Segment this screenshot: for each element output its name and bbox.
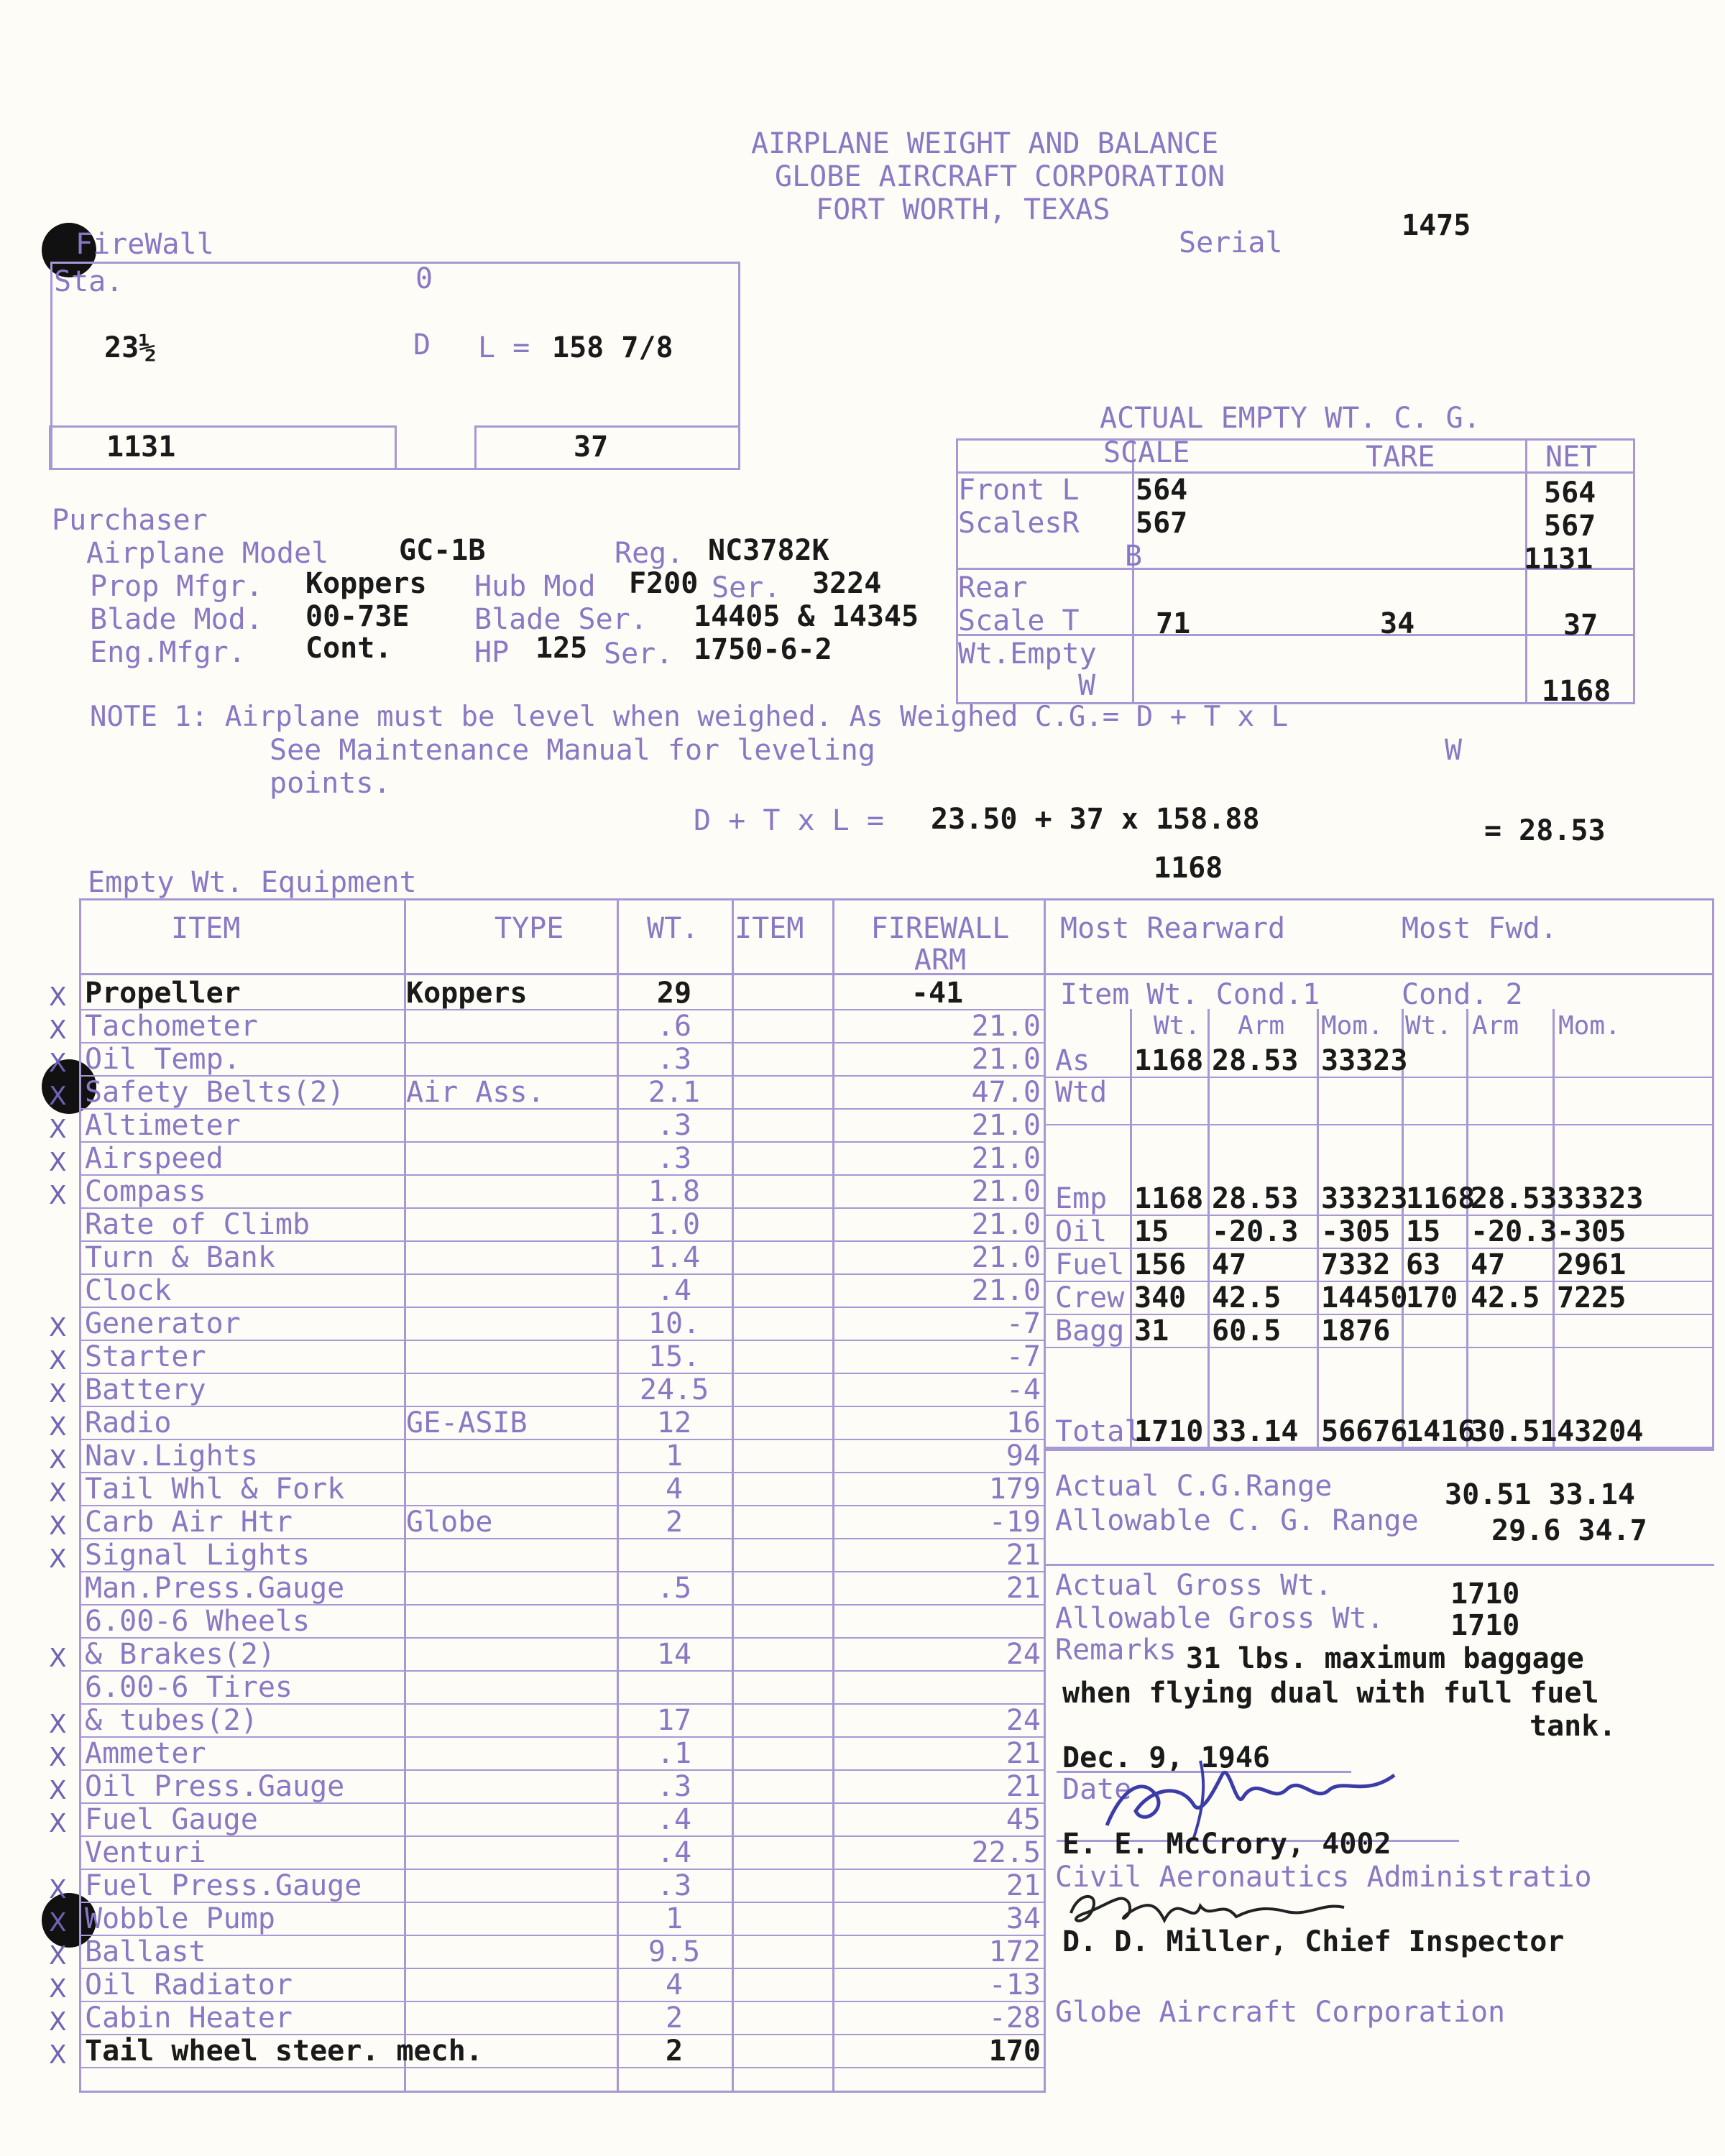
- chief-inspector: D. D. Miller, Chief Inspector: [1062, 1925, 1565, 1958]
- d-value: 23½: [104, 331, 157, 364]
- equipment-item: Oil Press.Gauge: [85, 1770, 345, 1803]
- cond2: Cond. 2: [1402, 978, 1523, 1011]
- equipment-arm: 45: [1006, 1803, 1041, 1836]
- firewall-label: FireWall: [75, 228, 214, 261]
- cg-cond2-cell: 7225: [1557, 1281, 1627, 1314]
- front-scale: 564: [1136, 474, 1188, 507]
- cg-cond2-cell: 63: [1406, 1248, 1441, 1281]
- equipment-arm: 21: [1006, 1869, 1041, 1902]
- sub-h-mom2: Mom.: [1558, 1011, 1621, 1041]
- equipment-arm: -41: [911, 977, 964, 1010]
- d-label: D: [413, 328, 431, 361]
- cg-cond2-cell: -305: [1557, 1215, 1627, 1248]
- equipment-arm: 24: [1006, 1638, 1041, 1671]
- col-tare: TARE: [1366, 441, 1435, 474]
- equipment-weight: .3: [656, 1770, 692, 1803]
- equipment-arm: 21.0: [971, 1208, 1041, 1241]
- l-value: 158 7/8: [552, 331, 673, 364]
- equipment-type: Air Ass.: [406, 1076, 545, 1109]
- allowable-gross: 1710: [1450, 1609, 1520, 1642]
- allowable-cg-range-label: Allowable C. G. Range: [1055, 1504, 1419, 1537]
- equipment-item: Safety Belts(2): [85, 1076, 345, 1109]
- equipment-item: Nav.Lights: [85, 1439, 258, 1473]
- equipment-arm: 21.0: [971, 1142, 1041, 1175]
- l-label: L =: [478, 331, 530, 364]
- check-mark: X: [49, 1379, 67, 1409]
- equipment-item: Clock: [85, 1274, 172, 1307]
- equipment-weight: 2: [665, 1506, 684, 1539]
- equipment-item: Propeller: [85, 977, 241, 1010]
- cg-cond2-cell: 28.53: [1471, 1182, 1558, 1215]
- equipment-item: Ballast: [85, 1935, 206, 1968]
- check-mark: X: [49, 1511, 67, 1541]
- equipment-arm: 21: [1006, 1737, 1041, 1770]
- cg-row-label: Emp: [1055, 1182, 1108, 1215]
- cg-row-label: Crew: [1055, 1281, 1125, 1314]
- blade-mod-label: Blade Mod.: [90, 603, 263, 636]
- equipment-item: Fuel Press.Gauge: [85, 1869, 362, 1902]
- row-divider: [79, 2067, 1046, 2068]
- note-w-under: W: [1445, 734, 1463, 767]
- equipment-arm: 21.0: [971, 1109, 1041, 1142]
- prop-mfgr-label: Prop Mfgr.: [90, 570, 263, 603]
- cg-cond1-cell: 56676: [1321, 1415, 1408, 1448]
- equipment-weight: .4: [656, 1836, 692, 1869]
- cg-cond2-cell: 30.51: [1471, 1415, 1558, 1448]
- serial-value: 1475: [1402, 209, 1471, 242]
- check-mark: X: [49, 1412, 67, 1442]
- most-fwd: Most Fwd.: [1402, 912, 1558, 945]
- equipment-arm: 21.0: [971, 1175, 1041, 1208]
- equipment-weight: 14: [656, 1638, 692, 1671]
- equipment-weight: .1: [656, 1737, 692, 1770]
- note-line2: See Maintenance Manual for leveling: [270, 734, 875, 767]
- equipment-weight: .6: [656, 1010, 692, 1043]
- equipment-item: Man.Press.Gauge: [85, 1572, 345, 1605]
- check-mark: X: [49, 1941, 67, 1971]
- equipment-weight: 1.8: [648, 1175, 701, 1208]
- equipment-item: Turn & Bank: [85, 1241, 275, 1274]
- equipment-arm: -7: [1006, 1307, 1041, 1340]
- equipment-weight: .3: [656, 1043, 692, 1076]
- eq-header-item2: ITEM: [735, 912, 804, 945]
- equipment-weight: .4: [656, 1803, 692, 1836]
- company-name: GLOBE AIRCRAFT CORPORATION: [775, 160, 1225, 193]
- caa-name: Civil Aeronautics Administratio: [1055, 1861, 1592, 1894]
- reg-value: NC3782K: [708, 534, 829, 567]
- equipment-title: Empty Wt. Equipment: [88, 866, 417, 899]
- date-label: Date: [1062, 1773, 1132, 1806]
- scales-net: 567: [1544, 510, 1596, 543]
- cg-cond1-cell: 1876: [1321, 1314, 1391, 1348]
- cg-row-label: Total: [1055, 1415, 1142, 1448]
- cg-cond2-cell: 15: [1406, 1215, 1441, 1248]
- equipment-arm: 24: [1006, 1704, 1041, 1737]
- equipment-arm: 21: [1006, 1539, 1041, 1572]
- equipment-arm: 172: [988, 1935, 1041, 1968]
- actual-cg-range: 30.51 33.14: [1445, 1478, 1635, 1511]
- check-mark: X: [49, 2040, 67, 2070]
- equipment-weight: 1: [665, 1439, 684, 1473]
- eq-header-wt: WT.: [647, 912, 699, 945]
- b-net: 1131: [1524, 543, 1593, 576]
- cg-row-label: Bagg: [1055, 1314, 1125, 1348]
- serial-label: Serial: [1179, 226, 1283, 259]
- equipment-weight: 1.0: [648, 1208, 701, 1241]
- equipment-weight: 17: [656, 1704, 692, 1737]
- check-mark: X: [49, 1015, 67, 1045]
- equipment-item: & Brakes(2): [85, 1638, 275, 1671]
- equipment-arm: 21: [1006, 1572, 1041, 1605]
- cg-cond1-cell: 1168: [1134, 1044, 1204, 1077]
- actual-cg-range-label: Actual C.G.Range: [1055, 1470, 1333, 1503]
- equipment-item: Tachometer: [85, 1010, 258, 1043]
- inspector-name: E. E. McCrory, 4002: [1062, 1828, 1392, 1861]
- check-mark: X: [49, 1644, 67, 1673]
- sub-h-mom1: Mom.: [1321, 1011, 1384, 1041]
- cg-cond2-cell: 33323: [1557, 1182, 1644, 1215]
- cg-cond1-cell: 28.53: [1212, 1044, 1299, 1077]
- equipment-arm: 170: [988, 2035, 1041, 2068]
- check-mark: X: [49, 1809, 67, 1838]
- equipment-item: Venturi: [85, 1836, 206, 1869]
- equipment-weight: 1: [665, 1902, 684, 1935]
- cg-cond1-cell: 28.53: [1212, 1182, 1299, 1215]
- equipment-weight: .3: [656, 1869, 692, 1902]
- cg-cond1-cell: 33323: [1321, 1182, 1408, 1215]
- hp-value: 125: [535, 632, 588, 665]
- equipment-arm: 21.0: [971, 1274, 1041, 1307]
- airplane-model: GC-1B: [399, 534, 486, 567]
- check-mark: X: [49, 1875, 67, 1904]
- prop-ser-label: Ser.: [712, 571, 781, 604]
- equipment-weight: 15.: [648, 1340, 701, 1373]
- equipment-weight: 4: [665, 1968, 684, 2001]
- eq-header-arm: FIREWALL ARM: [870, 912, 1010, 977]
- cg-cond1-cell: 15: [1134, 1215, 1169, 1248]
- col-net: NET: [1545, 441, 1598, 474]
- formula-label: D + T x L =: [694, 804, 884, 837]
- check-mark: X: [49, 1445, 67, 1475]
- cg-cond1-cell: 31: [1134, 1314, 1169, 1348]
- cg-row-divider: [1046, 1124, 1714, 1125]
- actual-empty-title: ACTUAL EMPTY WT. C. G.: [1100, 402, 1481, 435]
- hub-mod: F200: [629, 567, 699, 600]
- equipment-arm: 179: [988, 1473, 1041, 1506]
- equipment-arm: 21.0: [971, 1241, 1041, 1274]
- eng-mfgr-label: Eng.Mfgr.: [90, 636, 246, 669]
- equipment-arm: -28: [988, 2001, 1041, 2035]
- cg-cond1-cell: 156: [1134, 1248, 1187, 1281]
- check-mark: X: [49, 1313, 67, 1342]
- equipment-arm: 21.0: [971, 1043, 1041, 1076]
- equipment-item: Generator: [85, 1307, 241, 1340]
- equipment-item: & tubes(2): [85, 1704, 258, 1737]
- note-line1: NOTE 1: Airplane must be level when weighed. As Weighed C.G.= D + T x L: [90, 701, 1289, 733]
- equipment-item: Compass: [85, 1175, 206, 1208]
- actual-gross: 1710: [1450, 1577, 1520, 1611]
- check-mark: X: [49, 1049, 67, 1078]
- equipment-weight: 1.4: [648, 1241, 701, 1274]
- hp-label: HP: [474, 636, 510, 669]
- equipment-arm: 22.5: [971, 1836, 1041, 1869]
- company-location: FORT WORTH, TEXAS: [816, 193, 1110, 226]
- remarks-line3: tank.: [1530, 1710, 1616, 1743]
- equipment-item: Radio: [85, 1406, 172, 1439]
- eq-header-item: ITEM: [171, 912, 241, 945]
- equipment-weight: 10.: [648, 1307, 701, 1340]
- equipment-arm: -7: [1006, 1340, 1041, 1373]
- note-line3: points.: [270, 767, 391, 800]
- equipment-arm: 34: [1006, 1902, 1041, 1935]
- most-rearward: Most Rearward: [1060, 912, 1286, 945]
- weight-box: [49, 425, 397, 470]
- sta-label: Sta.: [54, 265, 124, 298]
- scale-t-tare: 34: [1380, 607, 1415, 640]
- check-mark: X: [49, 1181, 67, 1210]
- cg-row-label: Fuel: [1055, 1248, 1125, 1281]
- tare-box-value: 37: [574, 430, 609, 464]
- col-scale: SCALE: [1103, 436, 1190, 469]
- cg-cond1-cell: -20.3: [1212, 1215, 1299, 1248]
- cg-cond1-cell: -305: [1321, 1215, 1391, 1248]
- w-label: W: [1078, 669, 1096, 702]
- equipment-weight: 2: [665, 2035, 684, 2068]
- cg-cond2-cell: 2961: [1557, 1248, 1627, 1281]
- cg-cond1-cell: 42.5: [1212, 1281, 1282, 1314]
- hub-mod-label: Hub Mod: [474, 570, 596, 603]
- cg-cond2-cell: 1416: [1406, 1415, 1476, 1448]
- equipment-type: Globe: [406, 1506, 493, 1539]
- airplane-model-label: Airplane Model: [86, 537, 329, 570]
- equipment-arm: 21: [1006, 1770, 1041, 1803]
- check-mark: X: [49, 1148, 67, 1177]
- equipment-item: Oil Radiator: [85, 1968, 293, 2001]
- prop-mfgr: Koppers: [305, 567, 427, 600]
- date-value: Dec. 9, 1946: [1062, 1741, 1270, 1774]
- scale-t-scale: 71: [1156, 607, 1191, 640]
- equipment-weight: 2: [665, 2001, 684, 2035]
- equipment-item: Cabin Heater: [85, 2001, 293, 2035]
- equipment-arm: 47.0: [971, 1076, 1041, 1109]
- cg-cond1-cell: 33.14: [1212, 1415, 1299, 1448]
- cg-row-divider: [1046, 1347, 1714, 1348]
- allowable-gross-label: Allowable Gross Wt.: [1055, 1602, 1384, 1635]
- equipment-item: Oil Temp.: [85, 1043, 241, 1076]
- prop-ser: 3224: [812, 567, 882, 600]
- wt-empty-label: Wt.Empty: [958, 637, 1097, 671]
- check-mark: X: [49, 1346, 67, 1376]
- reg-label: Reg.: [615, 537, 684, 570]
- equipment-item: Rate of Climb: [85, 1208, 310, 1241]
- cg-cond1-cell: 14450: [1321, 1281, 1408, 1314]
- cg-cond1-cell: 60.5: [1212, 1314, 1282, 1348]
- equipment-weight: .4: [656, 1274, 692, 1307]
- equipment-arm: 21.0: [971, 1010, 1041, 1043]
- weight-box-value: 1131: [106, 430, 176, 464]
- cg-cond1-cell: 1168: [1134, 1182, 1204, 1215]
- eng-ser-label: Ser.: [604, 637, 673, 671]
- equipment-type: Koppers: [406, 977, 528, 1010]
- equipment-weight: 12: [656, 1406, 692, 1439]
- check-mark: X: [49, 1115, 67, 1144]
- equipment-weight: 9.5: [648, 1935, 701, 1968]
- formula-denominator: 1168: [1154, 852, 1223, 885]
- equipment-arm: 16: [1006, 1406, 1041, 1439]
- check-mark: X: [49, 1974, 67, 2004]
- cg-row-divider: [1046, 1077, 1714, 1078]
- check-mark: X: [49, 1776, 67, 1805]
- formula-values: 23.50 + 37 x 158.88: [931, 803, 1260, 836]
- remarks-label: Remarks: [1055, 1634, 1177, 1667]
- cg-cond2-cell: 47: [1471, 1248, 1506, 1281]
- scales-scale: 567: [1136, 507, 1188, 540]
- equipment-arm: -4: [1006, 1373, 1041, 1406]
- doc-title: AIRPLANE WEIGHT AND BALANCE: [751, 127, 1219, 160]
- sub-h-arm2: Arm: [1472, 1011, 1519, 1041]
- cg-cond1-cell: 33323: [1321, 1044, 1408, 1077]
- cg-cond1-cell: 1710: [1134, 1415, 1204, 1448]
- sta-value: 0: [415, 262, 433, 295]
- scale-t-label: Scale T: [958, 604, 1080, 637]
- scale-t-net: 37: [1563, 609, 1598, 642]
- cg-cond2-cell: 43204: [1557, 1415, 1644, 1448]
- equipment-weight: 24.5: [639, 1373, 709, 1406]
- check-mark: X: [49, 2007, 67, 2037]
- item-wt-cond1: Item Wt. Cond.1: [1060, 978, 1320, 1011]
- b-label: B: [1125, 540, 1143, 573]
- front-label: Front L: [958, 474, 1080, 507]
- equipment-item: Signal Lights: [85, 1539, 310, 1572]
- cg-cond2-cell: -20.3: [1471, 1215, 1558, 1248]
- equipment-weight: 4: [665, 1473, 684, 1506]
- globe-corp: Globe Aircraft Corporation: [1055, 1996, 1506, 2029]
- equipment-arm: -13: [988, 1968, 1041, 2001]
- w-net: 1168: [1542, 675, 1611, 708]
- equipment-item: Wobble Pump: [85, 1902, 275, 1935]
- check-mark: X: [49, 1743, 67, 1772]
- equipment-weight: 29: [656, 977, 692, 1010]
- equipment-weight: .5: [656, 1572, 692, 1605]
- formula-result: = 28.53: [1484, 814, 1606, 847]
- equipment-item: Altimeter: [85, 1109, 241, 1142]
- eng-ser: 1750-6-2: [694, 633, 832, 666]
- check-mark: X: [49, 1710, 67, 1739]
- sub-h-wt1: Wt.: [1154, 1011, 1201, 1041]
- actual-gross-label: Actual Gross Wt.: [1055, 1569, 1333, 1602]
- equipment-item: Ammeter: [85, 1737, 206, 1770]
- blade-ser-label: Blade Ser.: [474, 603, 648, 636]
- blade-ser: 14405 & 14345: [694, 600, 919, 633]
- equipment-item: Airspeed: [85, 1142, 224, 1175]
- equipment-item: 6.00-6 Tires: [85, 1671, 293, 1704]
- equipment-item: Tail wheel steer. mech.: [85, 2035, 483, 2068]
- equipment-item: Tail Whl & Fork: [85, 1473, 345, 1506]
- remarks-line2: when flying dual with full fuel: [1062, 1677, 1599, 1710]
- scales-label: ScalesR: [958, 507, 1080, 540]
- check-mark: X: [49, 982, 67, 1012]
- cg-row-label: As Wtd: [1055, 1044, 1108, 1109]
- equipment-weight: .3: [656, 1109, 692, 1142]
- allowable-cg-range: 29.6 34.7: [1491, 1514, 1647, 1547]
- equipment-item: Fuel Gauge: [85, 1803, 258, 1836]
- equipment-type: GE-ASIB: [406, 1406, 528, 1439]
- equipment-item: 6.00-6 Wheels: [85, 1605, 310, 1638]
- check-mark: X: [49, 1908, 67, 1938]
- cg-cond2-cell: 170: [1406, 1281, 1458, 1314]
- check-mark: X: [49, 1082, 67, 1111]
- check-mark: X: [49, 1478, 67, 1508]
- equipment-item: Starter: [85, 1340, 206, 1373]
- eng-mfgr: Cont.: [305, 632, 392, 665]
- cg-cond1-cell: 340: [1134, 1281, 1187, 1314]
- eq-header-type: TYPE: [494, 912, 564, 945]
- purchaser-label: Purchaser: [52, 504, 208, 537]
- front-net: 564: [1544, 476, 1596, 510]
- equipment-arm: 94: [1006, 1439, 1041, 1473]
- equipment-weight: .3: [656, 1142, 692, 1175]
- equipment-weight: 2.1: [648, 1076, 701, 1109]
- equipment-item: Battery: [85, 1373, 206, 1406]
- remarks-line1: 31 lbs. maximum baggage: [1186, 1642, 1584, 1675]
- cg-cond1-cell: 7332: [1321, 1248, 1391, 1281]
- sub-h-wt2: Wt.: [1405, 1011, 1453, 1041]
- cg-row-label: Oil: [1055, 1215, 1108, 1248]
- rear-label: Rear: [958, 571, 1028, 604]
- check-mark: X: [49, 1544, 67, 1574]
- sub-h-arm1: Arm: [1238, 1011, 1285, 1041]
- cg-cond1-cell: 47: [1212, 1248, 1247, 1281]
- equipment-item: Carb Air Htr: [85, 1506, 293, 1539]
- blade-mod: 00-73E: [305, 600, 410, 633]
- equipment-arm: -19: [988, 1506, 1041, 1539]
- cg-cond2-cell: 42.5: [1471, 1281, 1540, 1314]
- cg-cond2-cell: 1168: [1406, 1182, 1476, 1215]
